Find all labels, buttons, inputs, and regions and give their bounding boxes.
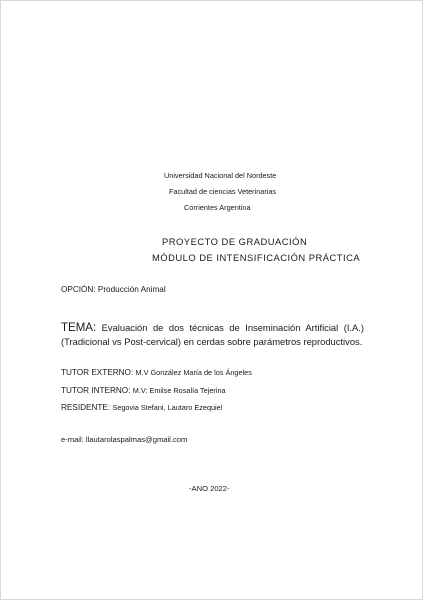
resident-line (61, 403, 222, 412)
option-value: Producción Animal (97, 285, 166, 294)
email-line (61, 435, 187, 444)
internal-tutor-label: TUTOR INTERNO: (61, 386, 131, 395)
internal-tutor-line (61, 386, 226, 395)
project-title: PROYECTO DE GRADUACIÓN (162, 236, 308, 247)
option-label: OPCIÓN: (61, 285, 96, 294)
email-address: llautarolaspalmas@gmail.com (85, 435, 188, 444)
internal-tutor-name: M.V: Emilse Rosalía Tejerina (132, 386, 226, 395)
external-tutor-line (61, 368, 252, 377)
topic-text: Evaluación de dos técnicas de Inseminación Artificial (I.A.) (Tradicional vs Post-cervical) en cerdas sobre parámetros reproductivos. (61, 322, 365, 347)
option-line (61, 285, 166, 294)
university-name: Universidad Nacional del Nordeste (164, 171, 277, 180)
topic-paragraph (61, 321, 364, 348)
location: Corrientes Argentina (184, 203, 251, 212)
external-tutor-name: M.V González María de los Ángeles (135, 368, 252, 377)
resident-name: Segovia Stefani, Lautaro Ezequiel (112, 403, 223, 412)
year-footer: -ANO 2022- (189, 484, 230, 493)
resident-label: RESIDENTE: (61, 403, 111, 412)
external-tutor-label: TUTOR EXTERNO: (61, 368, 134, 377)
email-label: e-mail: (61, 435, 84, 444)
topic-label: TEMA: (61, 322, 97, 334)
faculty-name: Facultad de ciencias Veterinarias (169, 187, 277, 196)
module-title: MÓDULO DE INTENSIFICACIÓN PRÁCTICA (152, 252, 361, 263)
